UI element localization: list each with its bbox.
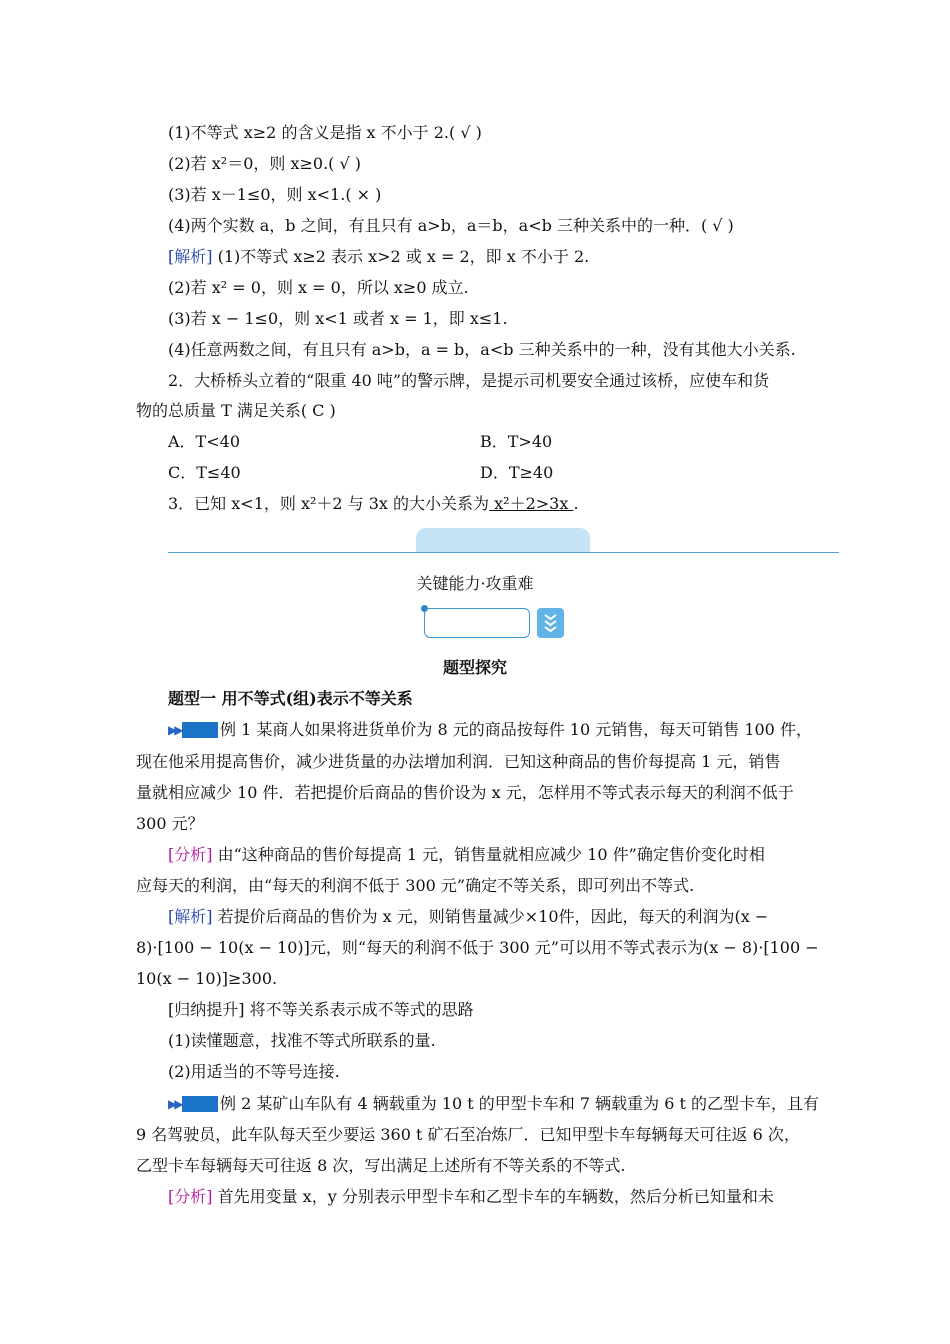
- question-2-line-1: 2．大桥桥头立着的“限重 40 吨”的警示牌，是提示司机要安全通过该桥，应使车和货: [168, 371, 770, 390]
- example-1-solution-line-1: [168, 906, 768, 928]
- question-3-answer: x²＋2>3x: [489, 494, 574, 513]
- example-1-analysis-line-1: [168, 844, 765, 866]
- summary-step-2: (2)用适当的不等号连接.: [168, 1062, 340, 1081]
- question-3-suffix: .: [573, 494, 579, 513]
- solution-line-1: [168, 246, 589, 268]
- example-2-analysis-text-1: 首先用变量 x，y 分别表示甲型卡车和乙型卡车的车辆数，然后分析已知量和未: [212, 1187, 774, 1206]
- option-c: C．T≤40: [168, 463, 241, 482]
- example-2-line-2: 9 名驾驶员，此车队每天至少要运 360 t 矿石至冶炼厂．已知甲型卡车每辆每天可往返 6 次，: [136, 1125, 800, 1144]
- example-2-analysis-line-1: [168, 1186, 774, 1208]
- solution-line-3: (3)若 x − 1≤0，则 x<1 或者 x = 1，即 x≤1.: [168, 309, 508, 328]
- example-1-analysis-line-2: 应每天的利润，由“每天的利润不低于 300 元”确定不等关系，即可列出不等式.: [136, 876, 695, 895]
- question-3-prefix: 3．已知 x<1，则 x²＋2 与 3x 的大小关系为: [168, 494, 490, 513]
- option-d: D．T≥40: [480, 463, 554, 482]
- summary-label: [归纳提升]: [168, 1000, 245, 1019]
- example-1-solution-line-2: 8)·[100 − 10(x − 10)]元，则“每天的利润不低于 300 元”可以用不等式表示为(x − 8)·[100 −: [136, 938, 819, 957]
- chevron-down-icon: [537, 608, 564, 638]
- question-3: [168, 493, 579, 515]
- solution-line-4: (4)任意两数之间，有且只有 a>b，a = b，a<b 三种关系中的一种，没有其他大小关系.: [168, 340, 796, 359]
- example-1-solution-line-3: 10(x − 10)]≥300.: [136, 969, 278, 988]
- heading-frame: [424, 608, 530, 638]
- solution-text-1: (1)不等式 x≥2 表示 x>2 或 x = 2，即 x 不小于 2.: [212, 247, 590, 266]
- section-tab: [416, 528, 590, 553]
- example-1-analysis-text-1: 由“这种商品的售价每提高 1 元，销售量就相应减少 10 件”确定售价变化时相: [212, 845, 765, 864]
- judge-item-2: (2)若 x²＝0，则 x≥0.( √ ): [168, 154, 362, 173]
- judge-item-1: (1)不等式 x≥2 的含义是指 x 不小于 2.( √ ): [168, 123, 482, 142]
- example-1-marker-icon: ▶▶: [168, 722, 220, 738]
- question-type-1-heading: 题型一 用不等式(组)表示不等关系: [168, 689, 413, 708]
- summary-heading: [168, 999, 474, 1021]
- section-divider: [168, 552, 839, 553]
- summary-step-1: (1)读懂题意，找准不等式所联系的量.: [168, 1031, 436, 1050]
- jiexi-label: [解析]: [168, 247, 213, 266]
- fenxi-label: [分析]: [168, 1187, 213, 1206]
- example-1-solution-text-1: 若提价后商品的售价为 x 元，则销售量减少×10件，因此，每天的利润为(x −: [212, 907, 769, 926]
- summary-title: 将不等关系表示成不等式的思路: [244, 1000, 474, 1019]
- jiexi-label: [解析]: [168, 907, 213, 926]
- solution-line-2: (2)若 x² = 0，则 x = 0，所以 x≥0 成立.: [168, 278, 469, 297]
- fenxi-label: [分析]: [168, 845, 213, 864]
- judge-item-3: (3)若 x－1≤0，则 x<1.( × ): [168, 185, 382, 204]
- example-2-line-3: 乙型卡车每辆每天可往返 8 次，写出满足上述所有不等关系的不等式.: [136, 1156, 626, 1175]
- judge-item-4: (4)两个实数 a，b 之间，有且只有 a>b，a＝b，a<b 三种关系中的一种．( √ ): [168, 216, 734, 235]
- example-1-line-3: 量就相应减少 10 件．若把提价后商品的售价设为 x 元，怎样用不等式表示每天的利润不低于: [136, 783, 794, 802]
- example-2-marker-icon: ▶▶: [168, 1096, 220, 1112]
- example-1-line-1: 例 1 某商人如果将进货单价为 8 元的商品按每件 10 元销售，每天可销售 100 件，: [220, 720, 812, 739]
- section-subtitle: 题型探究: [442, 658, 507, 677]
- option-b: B．T>40: [480, 432, 553, 451]
- example-1-line-2: 现在他采用提高售价，减少进货量的办法增加利润．已知这种商品的售价每提高 1 元，销售: [136, 752, 781, 771]
- example-2-line-1: 例 2 某矿山车队有 4 辆载重为 10 t 的甲型卡车和 7 辆载重为 6 t 的乙型卡车，且有: [220, 1094, 819, 1113]
- question-2-line-2: 物的总质量 T 满足关系( C ): [136, 401, 336, 420]
- option-a: A．T<40: [168, 432, 240, 451]
- example-1-line-4: 300 元？: [136, 814, 204, 833]
- section-title: 关键能力·攻重难: [416, 574, 534, 593]
